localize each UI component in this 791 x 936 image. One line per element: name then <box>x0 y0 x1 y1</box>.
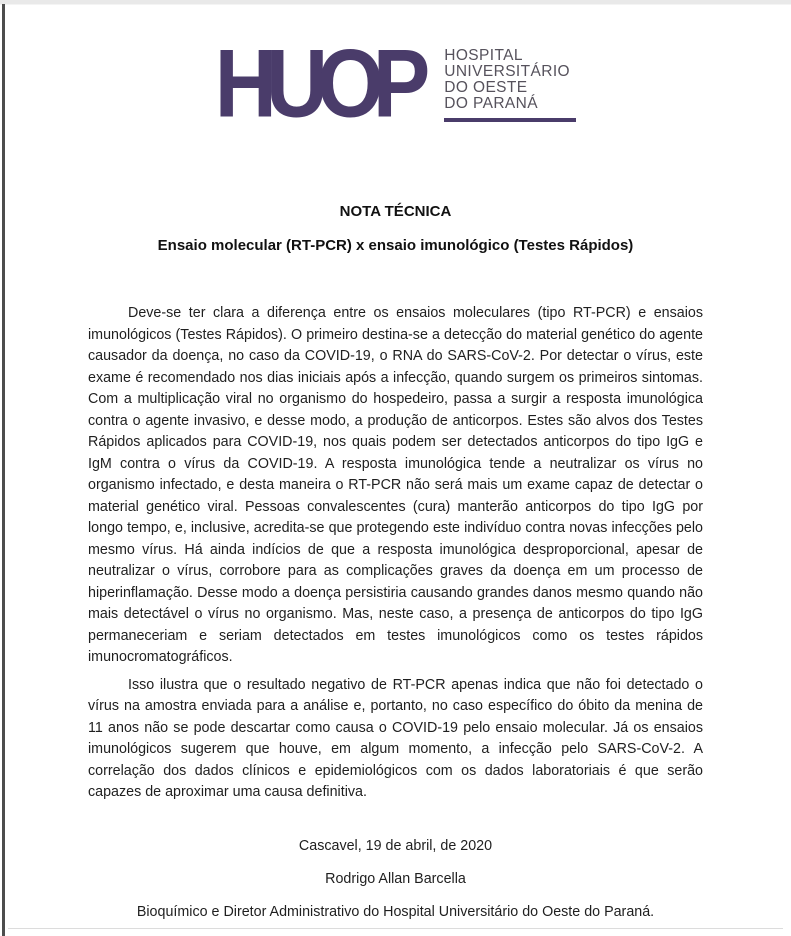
author-name: Rodrigo Allan Barcella <box>325 871 466 887</box>
hospital-name-line-2: UNIVERSITÁRIO <box>444 63 571 80</box>
left-edge-line <box>2 4 5 936</box>
closing-block <box>0 836 791 922</box>
huop-logo-acronym: HUOP <box>214 30 420 138</box>
logo-underline <box>444 118 576 122</box>
document-title: NOTA TÉCNICA <box>339 203 452 220</box>
hospital-name-line-3: DO OESTE <box>444 79 528 96</box>
huop-logo <box>88 0 703 138</box>
hospital-name-line-1: HOSPITAL <box>444 47 523 64</box>
body-paragraph-2: Isso ilustra que o resultado negativo de RT-PCR apenas indica que não foi detectado o vírus na amostra enviada para a análise e, portanto, no caso específico do óbito da menina de 11 anos não se pode descartar como causa o COVID-19 pelo ensaio molecular. Já os ensaios imunológicos sugerem que houve, em algum momento, a infecção pelo SARS-CoV-2. A correlação dos dados clínicos e epidemiológicos com os dados laboratoriais é que serão capazes de aproximar uma causa definitiva. <box>88 676 703 800</box>
author-role: Bioquímico e Diretor Administrativo do Hospital Universitário do Oeste do Paraná. <box>136 904 655 920</box>
hospital-name-line-4: DO PARANÁ <box>444 95 538 112</box>
document-subtitle: Ensaio molecular (RT-PCR) x ensaio imunológico (Testes Rápidos) <box>157 237 634 254</box>
dateline: Cascavel, 19 de abril, de 2020 <box>298 838 493 854</box>
document-content <box>88 0 703 804</box>
body-paragraph-1: Deve-se ter clara a diferença entre os ensaios moleculares (tipo RT-PCR) e ensaios imunológicos (Testes Rápidos). O primeiro destina-se a detecção do material genético do agente causador da doença, no caso da COVID-19, o RNA do SARS-CoV-2. Por detectar o vírus, este exame é recomendado nos dias iniciais após a infecção, quando surgem os primeiros sintomas. Com a multiplicação viral no organismo do hospedeiro, passa a surgir a resposta imunológica contra o agente invasivo, e desse modo, a produção de anticorpos. Estes são alvos dos Testes Rápidos aplicados para COVID-19, nos quais podem ser detectados anticorpos do tipo IgG e IgM contra o vírus da COVID-19. A resposta imunológica tende a neutralizar os vírus no organismo infectado, e desta maneira o RT-PCR não será mais um exame capaz de detectar o material genético viral. Pessoas convalescentes (cura) manterão anticorpos do tipo IgG por longo tempo, e, inclusive, acredita-se que protegendo este indivíduo contra novas infecções pelo mesmo vírus. Há ainda indícios de que a resposta imunológica desproporcional, apesar de neutralizar o vírus, corrobore para as complicações graves da doença em um processo de hiperinflamação. Desse modo a doença persistiria causando grandes danos mesmo quando não mais detectável o vírus no organismo. Mas, neste caso, a presença de anticorpos do tipo IgG permaneceriam e seriam detectados em testes imunológicos como os testes rápidos imunocromatográficos. <box>88 305 703 665</box>
bottom-edge-line <box>8 928 783 929</box>
hospital-name-block <box>444 42 576 122</box>
